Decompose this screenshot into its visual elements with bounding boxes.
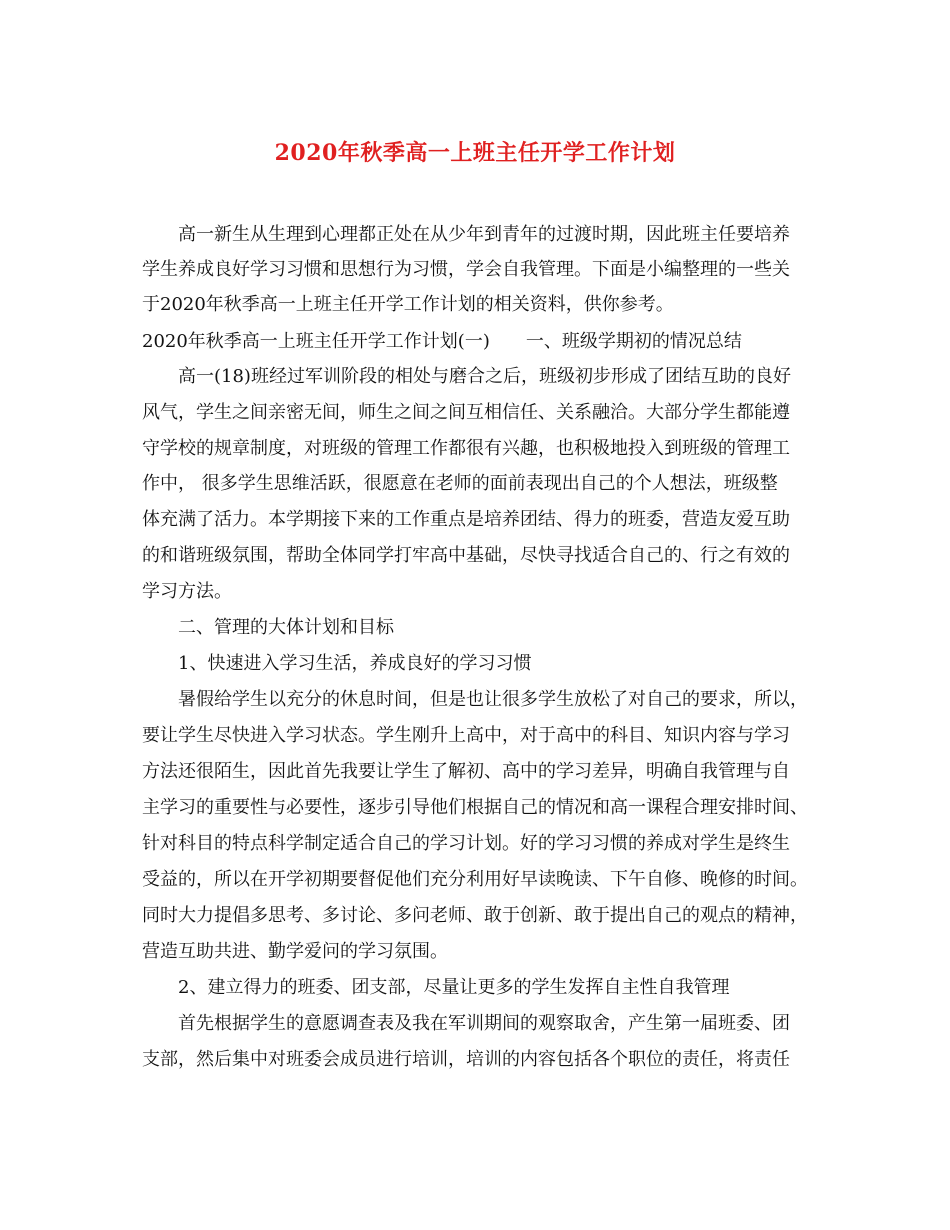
text-line: 首先根据学生的意愿调查表及我在军训期间的观察取舍，产生第一届班委、团 xyxy=(178,1013,790,1034)
text-line: 于2020年秋季高一上班主任开学工作计划的相关资料，供你参考。 xyxy=(142,294,674,315)
text-line: 学生养成良好学习习惯和思想行为习惯，学会自我管理。下面是小编整理的一些关 xyxy=(142,259,790,280)
text-line: 高一新生从生理到心理都正处在从少年到青年的过渡时期，因此班主任要培养 xyxy=(178,224,790,245)
text-line: 方法还很陌生，因此首先我要让学生了解初、高中的学习差异，明确自我管理与自 xyxy=(142,761,790,782)
section-heading: 二、管理的大体计划和目标 xyxy=(178,617,394,638)
text-line: 针对科目的特点科学制定适合自己的学习计划。好的学习习惯的养成对学生是终生 xyxy=(142,833,790,854)
subsection-heading: 1、快速进入学习生活，养成良好的学习习惯 xyxy=(178,653,532,674)
document-title: 2020年秋季高一上班主任开学工作计划 xyxy=(274,140,676,166)
subsection-heading: 2、建立得力的班委、团支部，尽量让更多的学生发挥自主性自我管理 xyxy=(178,977,730,998)
text-line: 作中， 很多学生思维活跃，很愿意在老师的面前表现出自己的个人想法，班级整 xyxy=(142,473,778,494)
text-line: 要让学生尽快进入学习状态。学生刚升上高中，对于高中的科目、知识内容与学习 xyxy=(142,725,790,746)
text-line: 支部，然后集中对班委会成员进行培训，培训的内容包括各个职位的责任，将责任 xyxy=(142,1049,790,1070)
text-line: 学习方法。 xyxy=(142,581,232,602)
text-line: 高一(18)班经过军训阶段的相处与磨合之后，班级初步形成了团结互助的良好 xyxy=(178,366,791,387)
text-line: 同时大力提倡多思考、多讨论、多问老师、敢于创新、敢于提出自己的观点的精神， xyxy=(142,905,808,926)
text-line: 主学习的重要性与必要性，逐步引导他们根据自己的情况和高一课程合理安排时间、 xyxy=(142,797,808,818)
section-heading-line: 2020年秋季高一上班主任开学工作计划(一) 一、班级学期初的情况总结 xyxy=(142,331,742,352)
text-line: 暑假给学生以充分的休息时间，但是也让很多学生放松了对自己的要求，所以， xyxy=(178,689,808,710)
text-line: 的和谐班级氛围，帮助全体同学打牢高中基础，尽快寻找适合自己的、行之有效的 xyxy=(142,545,790,566)
text-line: 风气，学生之间亲密无间，师生之间之间互相信任、关系融洽。大部分学生都能遵 xyxy=(142,402,790,423)
text-line: 营造互助共进、勤学爱问的学习氛围。 xyxy=(142,941,448,962)
text-line: 守学校的规章制度，对班级的管理工作都很有兴趣，也积极地投入到班级的管理工 xyxy=(142,438,790,459)
text-line: 体充满了活力。本学期接下来的工作重点是培养团结、得力的班委，营造友爱互助 xyxy=(142,509,790,530)
text-line: 受益的，所以在开学初期要督促他们充分利用好早读晚读、下午自修、晚修的时间。 xyxy=(142,869,808,890)
